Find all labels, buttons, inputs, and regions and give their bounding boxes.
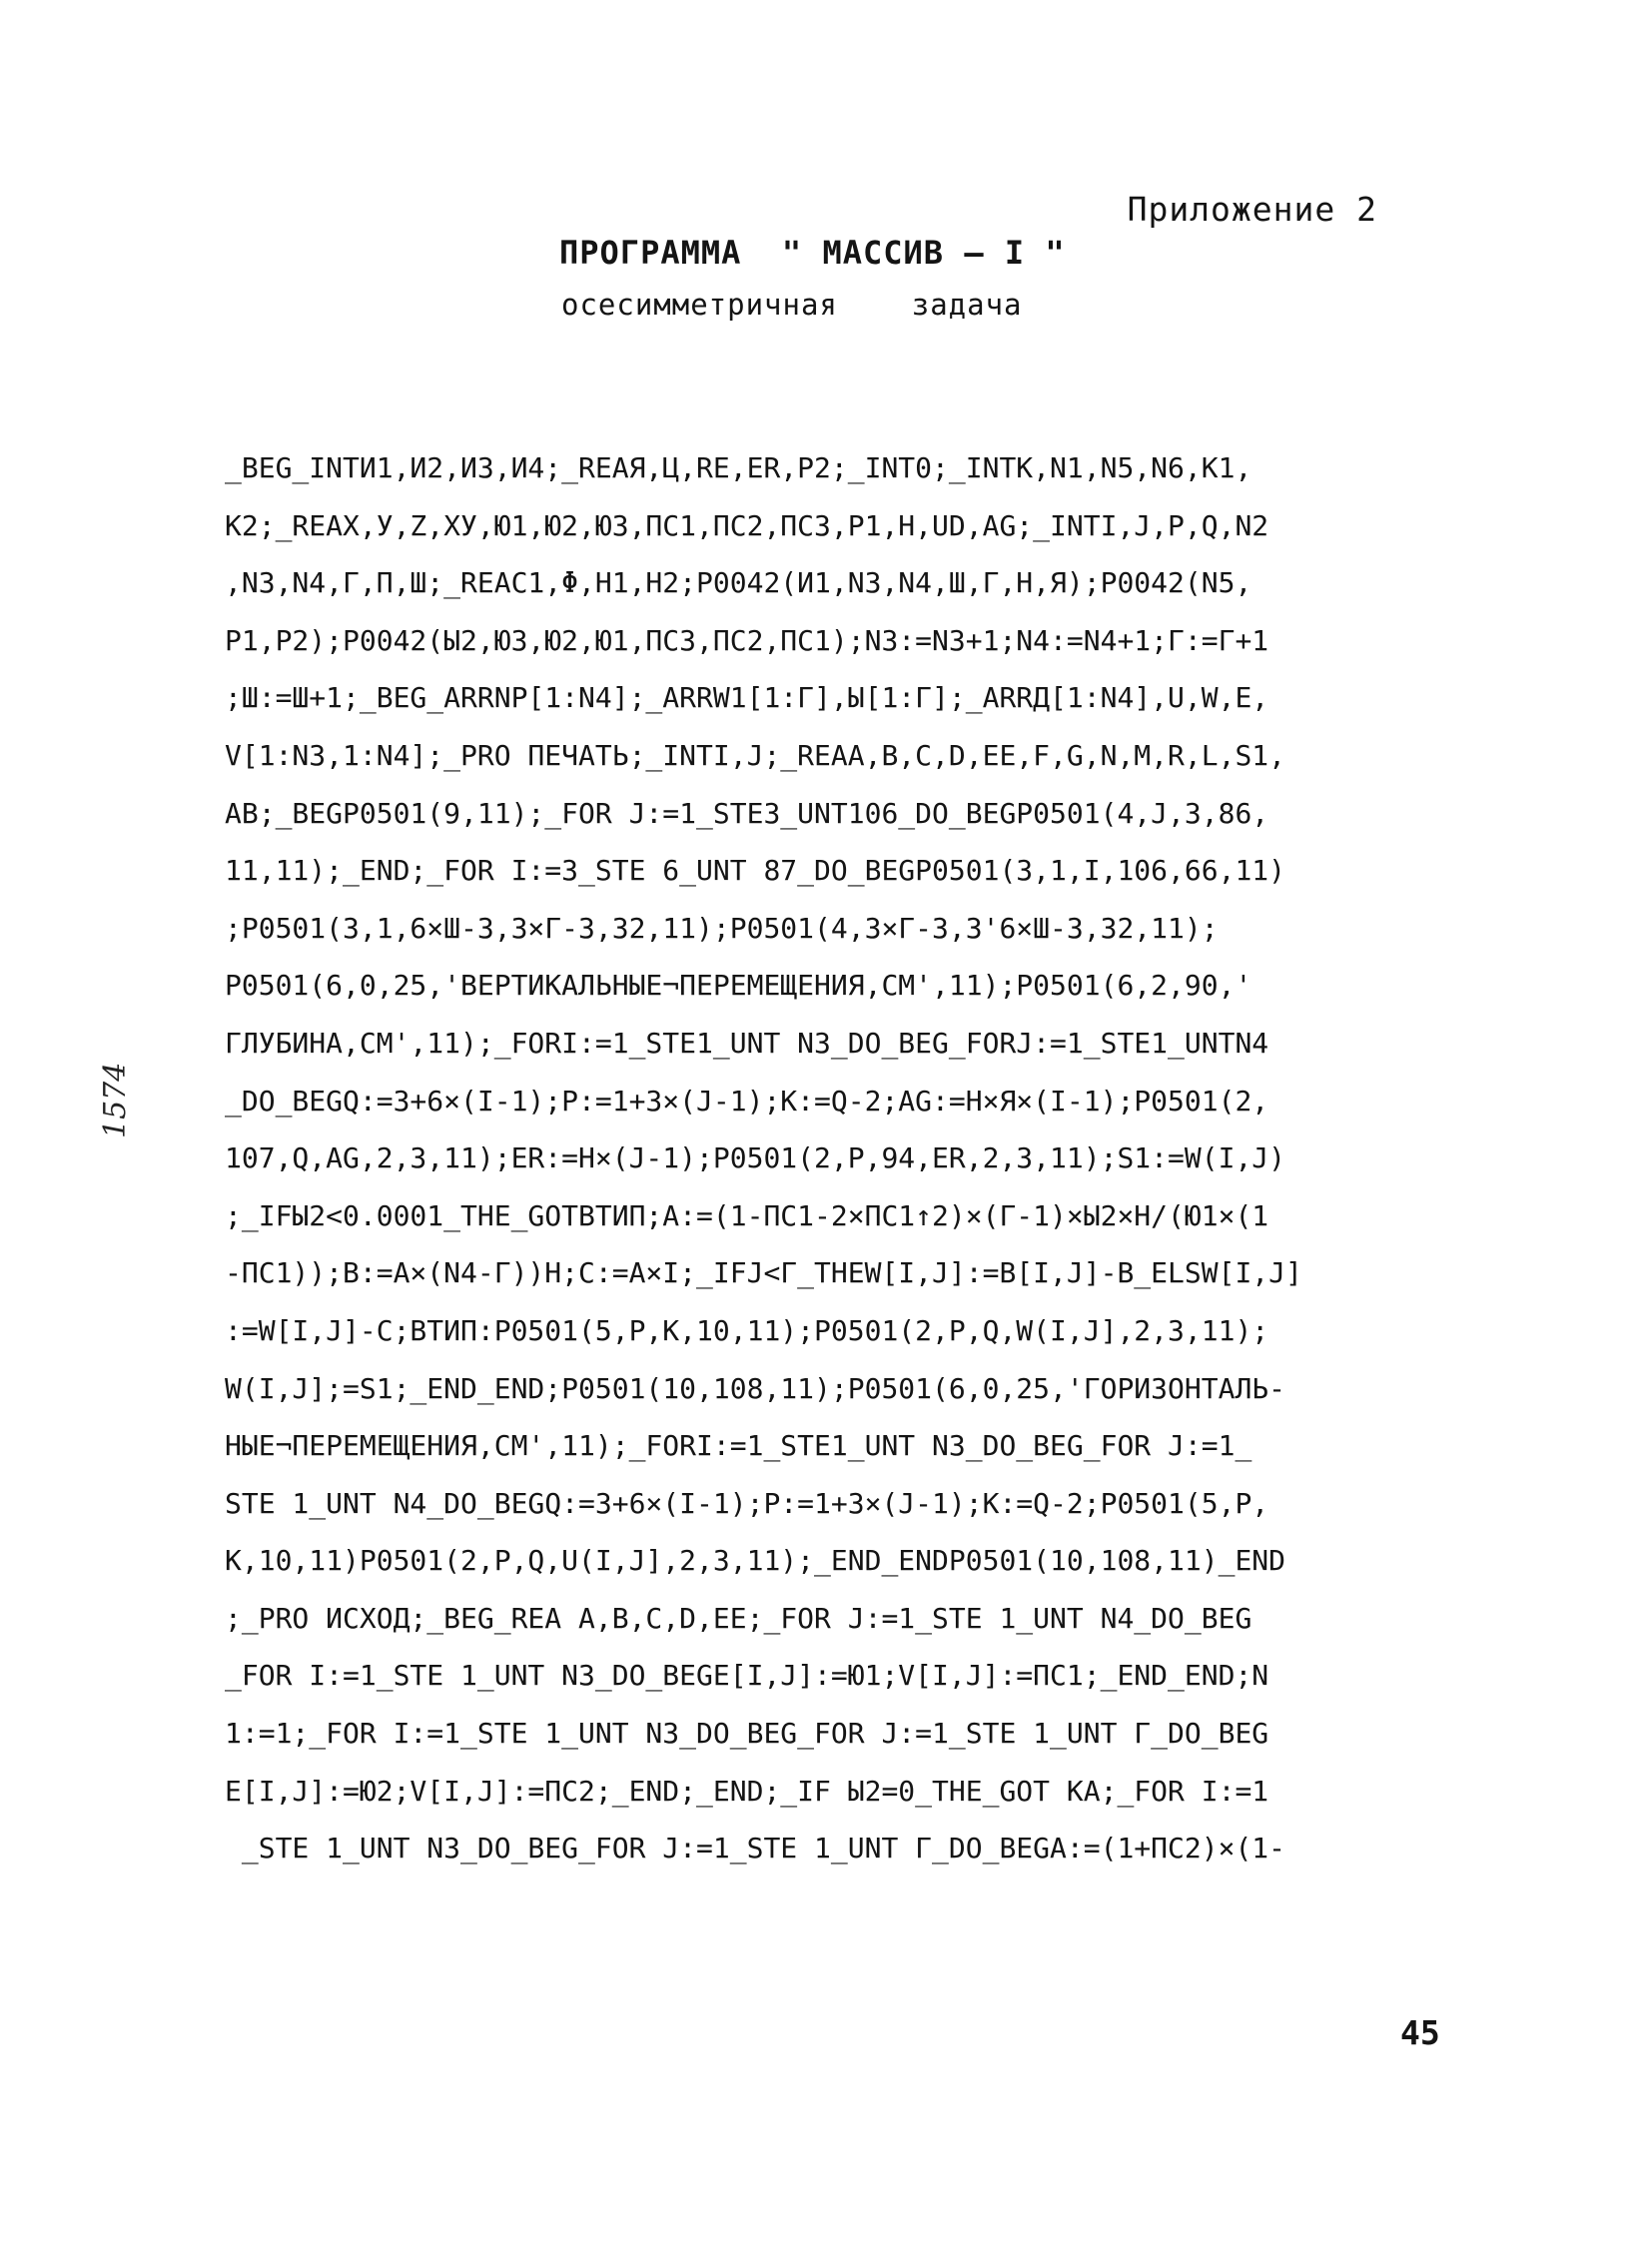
code-line: P0501(6,0,25,'ВЕРТИКАЛЬНЫЕ¬ПЕРЕМЕЩЕНИЯ,СМ',11);P0501(6,2,90,': [225, 969, 1252, 1003]
program-title: ПРОГРАММА " МАССИВ — I ": [559, 234, 1066, 272]
code-line: E[I,J]:=Ю2;V[I,J]:=ПС2;_END;_END;_IF Ы2=0_THE_GOT KA;_FOR I:=1: [225, 1774, 1269, 1808]
code-line: 11,11);_END;_FOR I:=3_STE 6_UNT 87_DO_BEGP0501(3,1,I,106,66,11): [225, 854, 1286, 888]
margin-handwritten-note: 1574: [98, 1062, 133, 1138]
code-line: ;P0501(3,1,6×Ш-3,3×Г-3,32,11);P0501(4,3×Г-3,3'6×Ш-3,32,11);: [225, 911, 1219, 945]
appendix-label: Приложение 2: [1127, 190, 1377, 229]
code-line: _STE 1_UNT N3_DO_BEG_FOR J:=1_STE 1_UNT Г_DO_BEGA:=(1+ПС2)×(1-: [225, 1832, 1286, 1866]
code-line: ;_IFЫ2<0.0001_THE_GOTBТИП;A:=(1-ПС1-2×ПС1↑2)×(Г-1)×Ы2×H/(Ю1×(1: [225, 1198, 1269, 1232]
code-line: 107,Q,AG,2,3,11);ER:=H×(J-1);P0501(2,P,94,ER,2,3,11);S1:=W(I,J): [225, 1141, 1286, 1175]
code-line: STE 1_UNT N4_DO_BEGQ:=3+6×(I-1);P:=1+3×(J-1);K:=Q-2;P0501(5,P,: [225, 1486, 1269, 1520]
code-line: ГЛУБИНА,СМ',11);_FORI:=1_STE1_UNT N3_DO_BEG_FORJ:=1_STE1_UNTN4: [225, 1026, 1269, 1060]
code-line: ;_PRO ИСХОД;_BEG_REA A,B,C,D,EE;_FOR J:=1_STE 1_UNT N4_DO_BEG: [225, 1601, 1252, 1635]
code-line: K,10,11)P0501(2,P,Q,U(I,J],2,3,11);_END_ENDP0501(10,108,11)_END: [225, 1544, 1286, 1578]
code-line: V[1:N3,1:N4];_PRO ПЕЧАТЬ;_INTI,J;_REAA,B,C,D,EE,F,G,N,M,R,L,S1,: [225, 738, 1286, 772]
code-line: AB;_BEGP0501(9,11);_FOR J:=1_STE3_UNT106_DO_BEGP0501(4,J,3,86,: [225, 796, 1269, 830]
code-line: W(I,J];=S1;_END_END;P0501(10,108,11);P0501(6,0,25,'ГОРИЗОНТАЛЬ-: [225, 1371, 1286, 1405]
code-line: :=W[I,J]-C;BТИП:P0501(5,P,K,10,11);P0501(2,P,Q,W(I,J],2,3,11);: [225, 1313, 1269, 1347]
code-line: -ПС1));B:=A×(N4-Г))H;C:=A×I;_IFJ<Г_THEW[I,J]:=B[I,J]-B_ELSW[I,J]: [225, 1256, 1302, 1290]
code-line: _DO_BEGQ:=3+6×(I-1);P:=1+3×(J-1);K:=Q-2;AG:=H×Я×(I-1);P0501(2,: [225, 1084, 1269, 1118]
code-line: НЫЕ¬ПЕРЕМЕЩЕНИЯ,СМ',11);_FORI:=1_STE1_UNT N3_DO_BEG_FOR J:=1_: [225, 1429, 1252, 1463]
code-line: K2;_REAX,У,Z,XУ,Ю1,Ю2,Ю3,ПС1,ПС2,ПС3,P1,H,UD,AG;_INTI,J,P,Q,N2: [225, 508, 1269, 542]
code-line: ,N3,N4,Г,П,Ш;_REAC1,Φ,H1,H2;P0042(И1,N3,N4,Ш,Г,H,Я);P0042(N5,: [225, 566, 1252, 600]
page-number: 45: [1400, 2013, 1440, 2052]
program-code-block: [225, 439, 1453, 1877]
code-line: _FOR I:=1_STE 1_UNT N3_DO_BEGE[I,J]:=Ю1;V[I,J]:=ПС1;_END_END;N: [225, 1659, 1269, 1693]
program-subtitle: осесимметричная задача: [561, 288, 1023, 322]
code-line: _BEG_INTИ1,И2,И3,И4;_REAЯ,Ц,RE,ER,P2;_INT0;_INTK,N1,N5,N6,K1,: [225, 451, 1252, 484]
code-line: 1:=1;_FOR I:=1_STE 1_UNT N3_DO_BEG_FOR J:=1_STE 1_UNT Г_DO_BEG: [225, 1717, 1269, 1751]
code-line: ;Ш:=Ш+1;_BEG_ARRNP[1:N4];_ARRW1[1:Г],Ы[1:Г];_ARRД[1:N4],U,W,E,: [225, 681, 1269, 715]
code-line: P1,P2);P0042(Ы2,Ю3,Ю2,Ю1,ПС3,ПС2,ПС1);N3:=N3+1;N4:=N4+1;Г:=Г+1: [225, 623, 1269, 657]
